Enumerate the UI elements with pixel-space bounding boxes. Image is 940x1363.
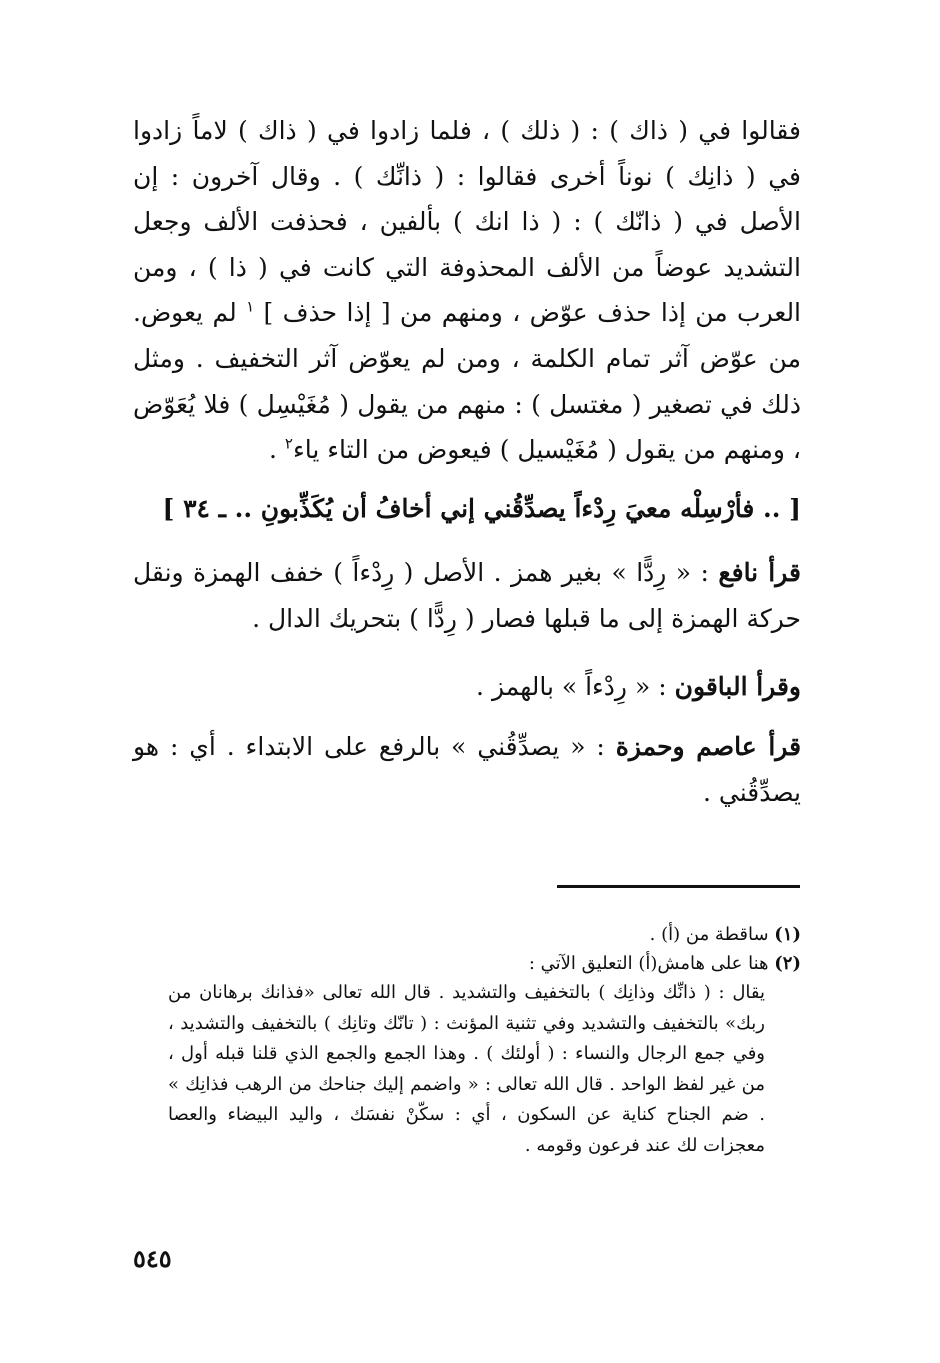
reader-name: قرأ عاصم وحمزة — [615, 732, 802, 761]
footnote-divider — [557, 885, 800, 888]
paragraph-body — [133, 108, 801, 473]
footnote-text: هنا على هامش(أ) التعليق الآتي : — [528, 953, 769, 974]
page-number: ٥٤٥ — [133, 1244, 172, 1273]
footnote-mark-1[interactable]: ١ — [246, 298, 255, 317]
footnotes — [168, 920, 801, 1162]
footnote-1 — [168, 920, 801, 949]
footnote-2-body: يقال : ( ذانِّك وذانِك ) بالتخفيف والتشديد . قال الله تعالى «فذانك برهانان من ربك» بالتخفيف والتشديد وفي تثنية المؤنث : ( تانّك وتانِك ) بالتخفيف والتشديد ، وفي جمع الرجال والنساء : ( أولئك ) . وهذا الجمع والجمع الذي قلنا قبله أول ، من غير لفظ الواحد . قال الله تعالى : « واضمم إليك جناحك من الرهب فذانِك » . ضم الجناح كناية عن السكون ، أي : سكّنْ نفسَك ، واليد البيضاء والعصا معجزات لك عند فرعون وقومه . — [168, 982, 765, 1156]
text-line: عوّض ، ومنهم من [ إذا حذف ] — [263, 298, 588, 328]
text-line: . — [268, 435, 277, 465]
footnote-2 — [168, 949, 801, 978]
reading-others — [133, 664, 801, 710]
text-line: ( ذانِك ) نوناً أخرى فقالوا : ( ذانِّك ) . وقال آخرون : إن الأصل — [133, 161, 801, 237]
reading-text: : « رِدْءاً » بالهمز . — [476, 672, 667, 701]
reader-name: قرأ نافع — [718, 558, 801, 587]
quran-verse: [ .. فأرْسِلْه معيَ رِدْءاً يصدِّقُني إني أخافُ أن يُكَذِّبونِ .. ـ ٣٤ ] — [162, 494, 801, 523]
main-paragraph — [133, 108, 801, 473]
text-line: من يقول ( مُغَيْسِل ) فلا يُعَوّض ، ومنهم من يقول ( مُغَيْسيل ) فيعوض — [133, 389, 801, 465]
reading-text: : « يصدِّقُني » بالرفع على الابتداء . أي : هو يصدِّقُني . — [133, 732, 801, 807]
reading-nafi — [133, 550, 801, 641]
text-line: ومن لم يعوّض آثر التخفيف . ومثل ذلك في تصغير ( مغتسل ) : منهم — [133, 343, 802, 419]
text-line: في ( ذانّك ) : ( ذا انك ) بألفين ، فحذفت الألف وجعل التشديد عوضاً — [133, 207, 801, 282]
reading-asim-hamza — [133, 724, 801, 815]
reader-name: وقرأ الباقون — [674, 672, 801, 701]
footnote-text: ساقطة من (أ) . — [649, 924, 769, 945]
text-line: من التاء ياء — [292, 435, 410, 465]
reading-text: : « رِدًّا » بغير همز . الأصل ( رِدْءاً ) خفف الهمزة ونقل حركة الهمزة إلى ما قبلها فصار ( رِدًّا ) بتحريك الدال . — [133, 558, 801, 633]
text-line: فقالوا في ( ذاك ) : ( ذلك ) ، فلما زادوا في ( ذاك ) لاماً زادوا في — [133, 116, 801, 191]
footnote-number: (١) — [774, 924, 801, 945]
text-line: من الألف المحذوفة التي كانت في ( ذا ) ، ومن العرب من إذا حذف — [133, 252, 802, 328]
footnote-mark-2[interactable]: ٢ — [284, 434, 293, 453]
text-line: لم يعوض. من عوّض آثر تمام الكلمة ، — [133, 298, 801, 373]
footnote-number: (٢) — [774, 953, 801, 974]
